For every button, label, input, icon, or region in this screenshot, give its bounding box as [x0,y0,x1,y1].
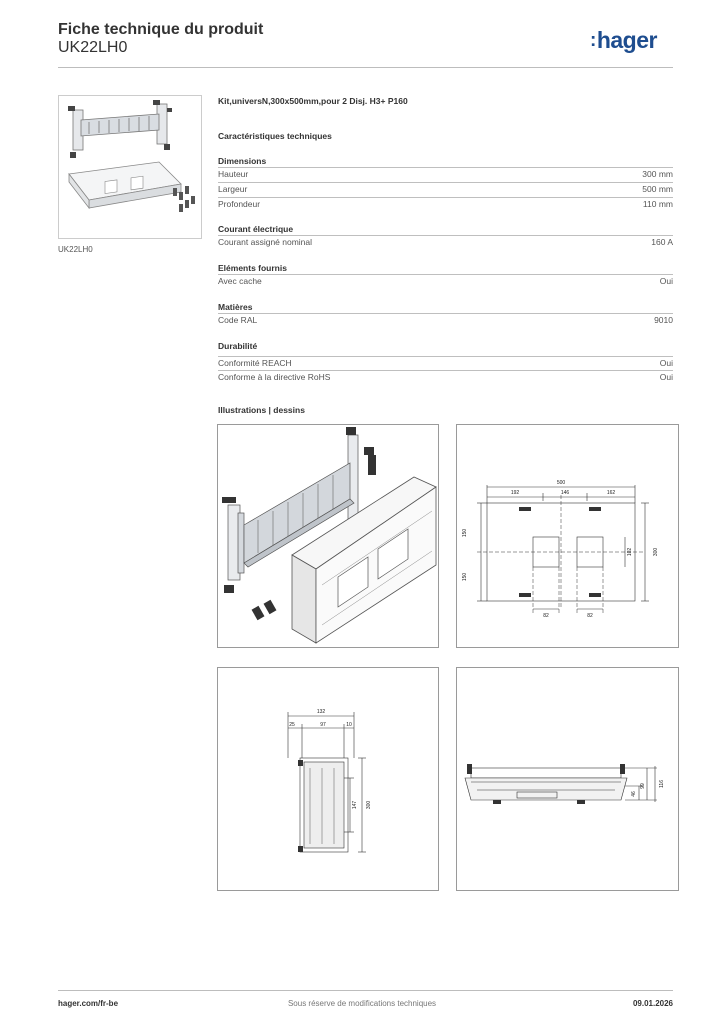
specs-heading: Caractéristiques techniques [218,131,332,141]
side-dim-total-height: 300 [366,800,372,810]
dim-height-top: 150 [462,528,468,538]
section-title-materials: Matières [218,302,253,312]
spec-row [218,197,673,211]
spec-value: 160 A [651,237,673,247]
spec-value: 110 mm [642,199,673,209]
spec-row [218,167,673,181]
dim-height-bottom: 150 [462,572,468,582]
spec-label: Profondeur [218,199,261,209]
spec-value: Oui [659,358,673,368]
dim-cut-left: 82 [543,613,549,619]
front-dimension-drawing [457,425,678,647]
section-title-supplied: Eléments fournis [218,263,287,273]
side-dim-inner-height: 147 [352,800,358,810]
dim-total-width: 500 [556,480,566,486]
depth-dim-99: 99 [640,783,646,789]
illustration-exploded-view[interactable] [217,424,439,648]
spec-row [218,182,673,196]
thumbnail-caption: UK22LH0 [58,245,93,254]
hager-logo[interactable] [590,27,657,54]
spec-value: 500 mm [642,184,673,194]
page-title: Fiche technique du produit [58,21,264,38]
dim-cut-right: 82 [587,613,593,619]
dim-left: 192 [510,490,520,496]
side-dim-b: 97 [320,722,326,728]
spec-row [218,274,673,288]
spec-label: Code RAL [218,315,258,325]
section-title-dimensions: Dimensions [218,156,267,166]
depth-dim-46: 46 [631,791,637,797]
depth-dim-116: 116 [659,780,665,788]
spec-value: Oui [659,372,673,382]
spec-row [218,370,673,384]
dim-right: 162 [606,490,616,496]
spec-label: Largeur [218,184,248,194]
spec-value: Oui [659,276,673,286]
dim-middle: 146 [560,490,570,496]
side-dim-a: 25 [289,722,295,728]
spec-label: Hauteur [218,169,249,179]
spec-label: Avec cache [218,276,262,286]
side-dim-c: 10 [346,722,352,728]
illustrations-title: Illustrations | dessins [218,405,305,415]
spec-label: Conformité REACH [218,358,292,368]
footer-divider [58,990,673,991]
section-title-electrical: Courant électrique [218,224,294,234]
logo-dots-icon: : [590,30,596,51]
side-dimension-drawing [218,668,438,890]
product-code: UK22LH0 [58,39,128,56]
logo-text: hager [596,27,657,53]
depth-dimension-drawing [457,668,678,890]
spec-row [218,356,673,370]
spec-row [218,235,673,249]
footer-notice: Sous réserve de modifications techniques [287,999,437,1008]
illustration-front-dimensions[interactable] [456,424,679,648]
dim-cut-height: 102 [627,547,633,557]
spec-value: 300 mm [642,169,673,179]
footer-website-link[interactable]: hager.com/fr-be [58,999,119,1008]
product-thumbnail[interactable] [58,95,202,239]
spec-label: Courant assigné nominal [218,237,313,247]
side-dim-total: 132 [316,709,326,715]
spec-value: 9010 [654,315,673,325]
spec-row [218,313,673,327]
product-description: Kit,universN,300x500mm,pour 2 Disj. H3+ P160 [218,96,408,106]
section-title-durability: Durabilité [218,341,258,351]
product-kit-illustration [59,96,201,238]
exploded-view-drawing [218,425,438,647]
illustration-side-dimensions[interactable] [217,667,439,891]
spec-label: Conforme à la directive RoHS [218,372,331,382]
footer-date: 09.01.2026 [632,999,673,1008]
dim-total-height: 300 [653,547,659,557]
illustration-depth-dimensions[interactable] [456,667,679,891]
header-divider [58,67,673,68]
